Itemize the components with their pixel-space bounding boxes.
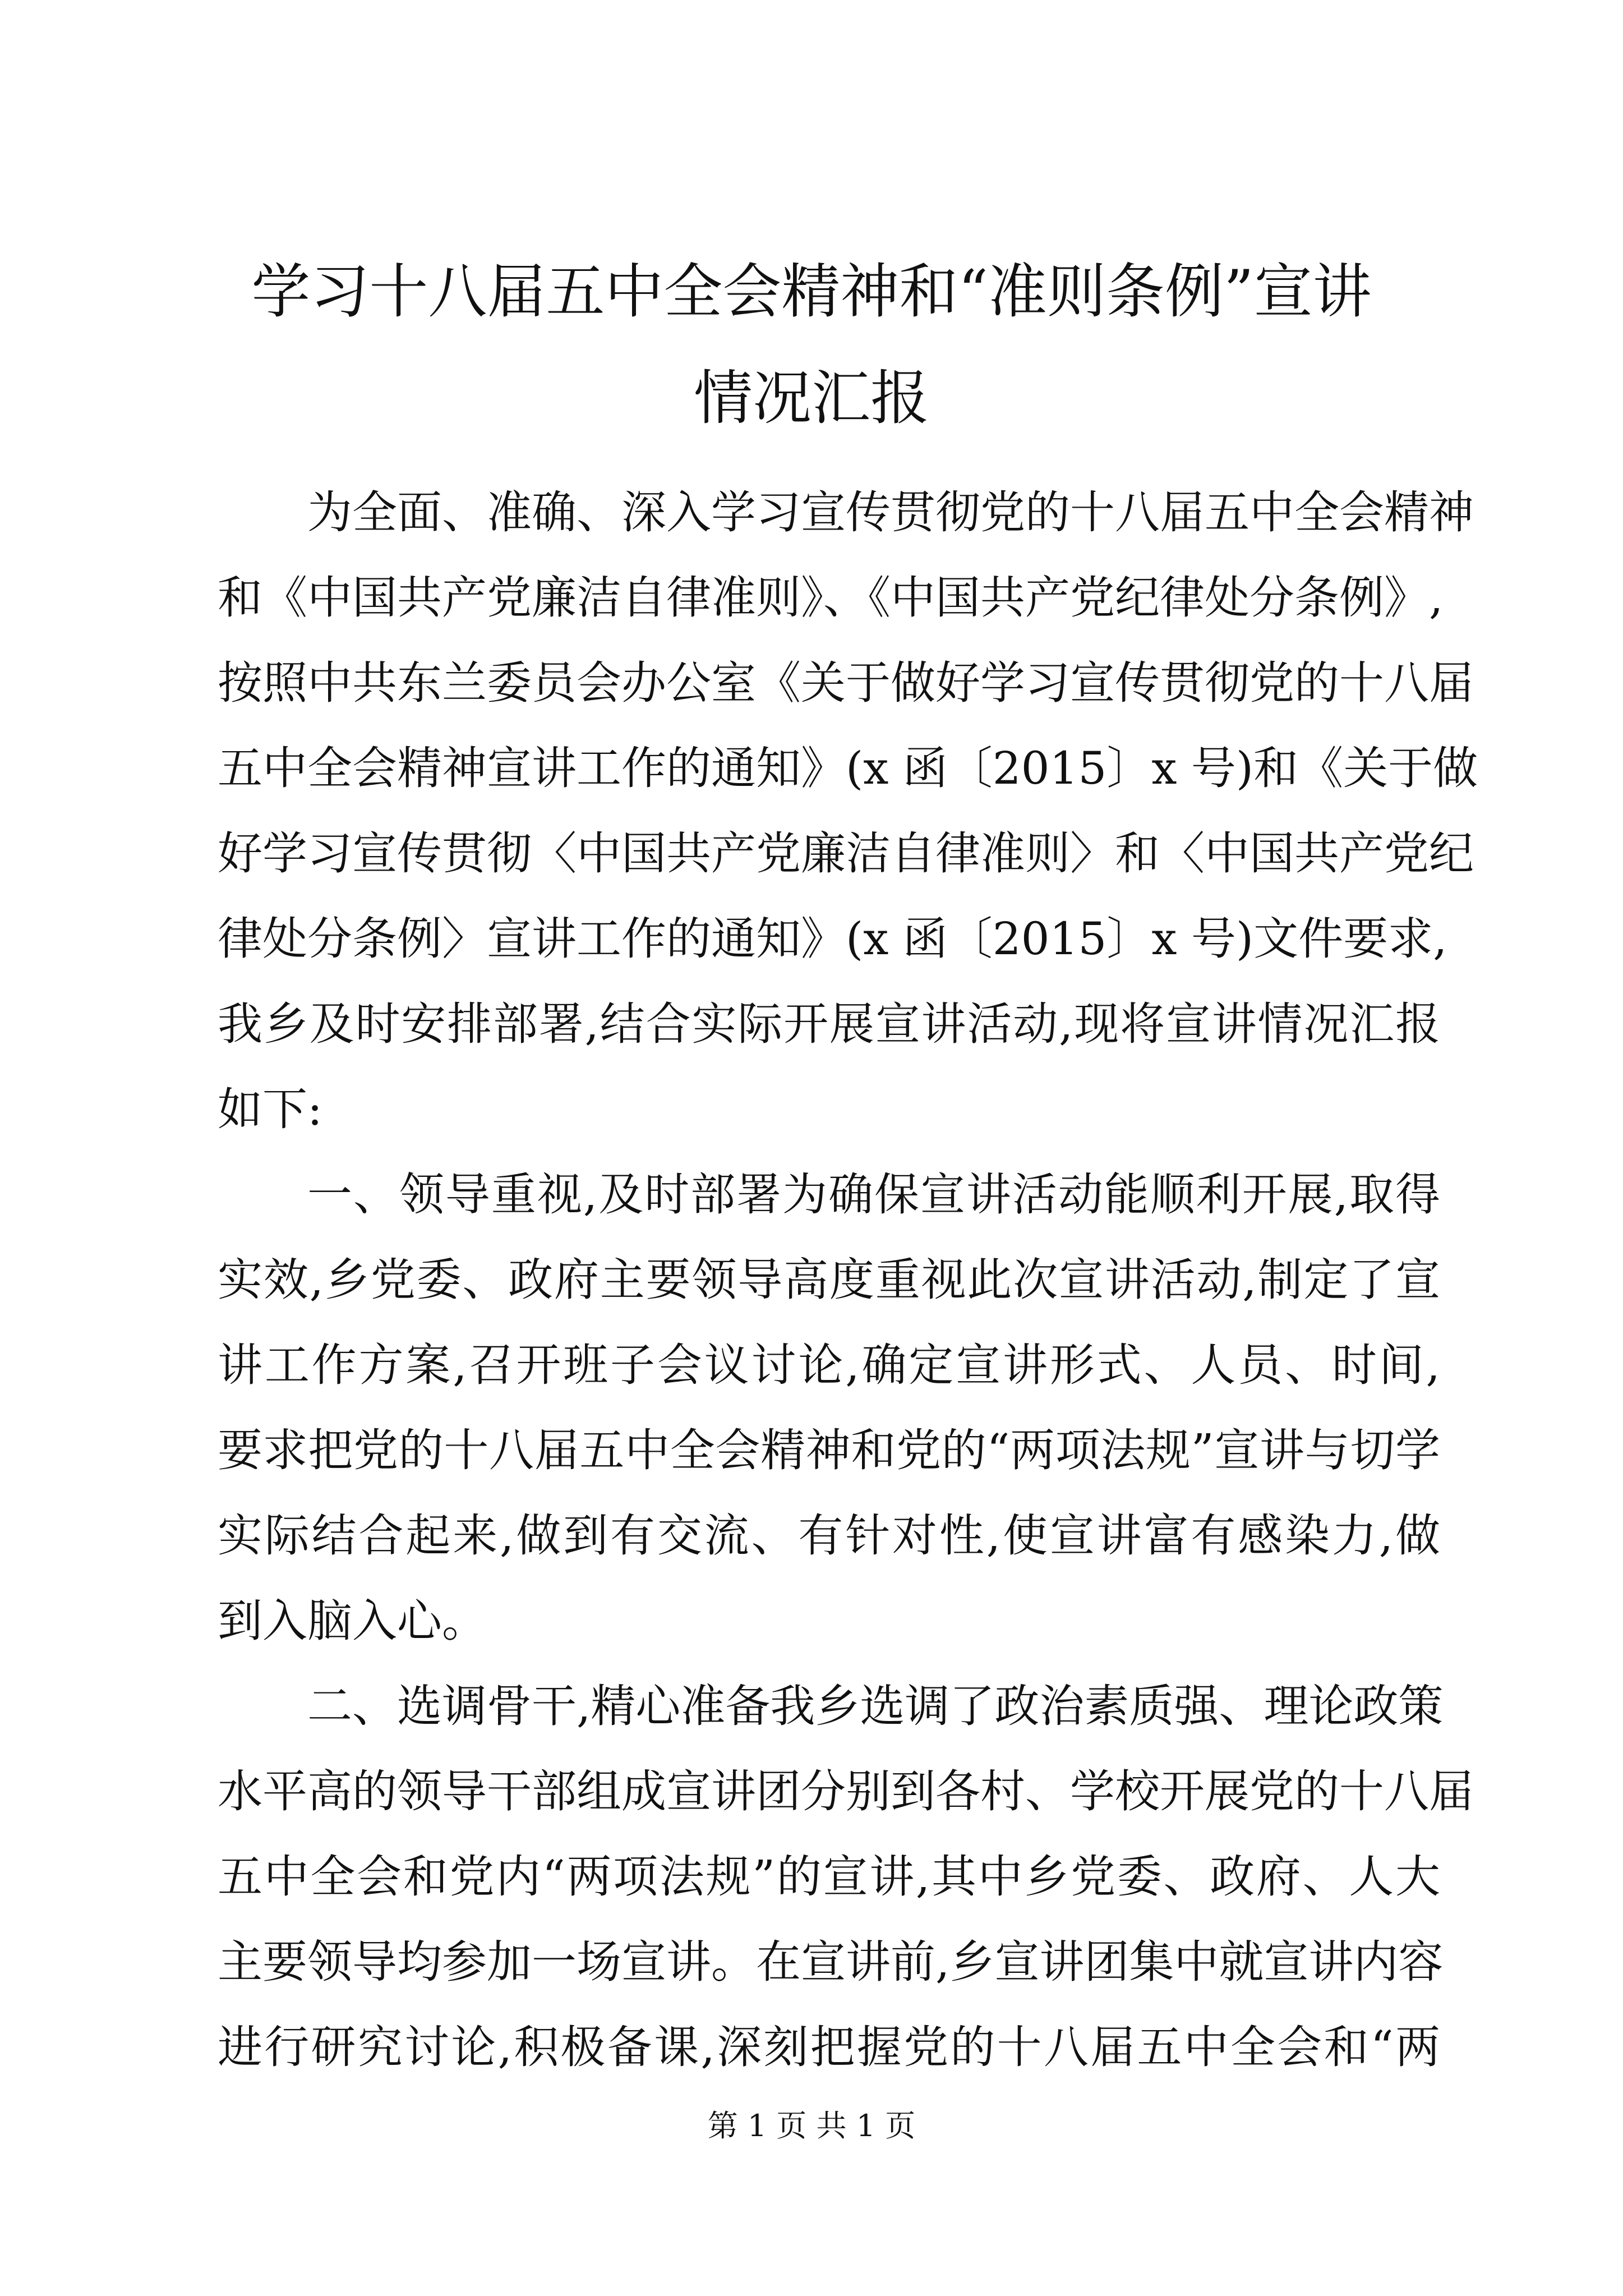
paragraph-line: 实效,乡党委、政府主要领导高度重视此次宣讲活动,制定了宣 bbox=[218, 1254, 1440, 1306]
document-title bbox=[185, 238, 1438, 452]
paragraph-line: 按照中共东兰委员会办公室《关于做好学习宣传贯彻党的十八届 bbox=[218, 657, 1474, 709]
paragraph-line: 水平高的领导干部组成宣讲团分别到各村、学校开展党的十八届 bbox=[218, 1765, 1474, 1818]
paragraph-line: 如下: bbox=[218, 1083, 322, 1135]
paragraph-line: 实际结合起来,做到有交流、有针对性,使宣讲富有感染力,做 bbox=[218, 1510, 1440, 1562]
paragraph-2 bbox=[218, 1152, 1440, 1664]
paragraph-line: 五中全会和党内“两项法规”的宣讲,其中乡党委、政府、人大 bbox=[218, 1851, 1440, 1903]
paragraph-line: 好学习宣传贯彻〈中国共产党廉洁自律准则〉和〈中国共产党纪 bbox=[218, 827, 1474, 880]
paragraph-line: 二、选调骨干,精心准备我乡选调了政治素质强、理论政策 bbox=[307, 1680, 1444, 1732]
document-body bbox=[218, 470, 1478, 2090]
paragraph-line: 讲工作方案,召开班子会议讨论,确定宣讲形式、人员、时间, bbox=[218, 1339, 1440, 1391]
page-footer: 第 1 页 共 1 页 bbox=[707, 2108, 916, 2143]
paragraph-line: 我乡及时安排部署,结合实际开展宣讲活动,现将宣讲情况汇报 bbox=[218, 998, 1440, 1050]
paragraph-line: 进行研究讨论,积极备课,深刻把握党的十八届五中全会和“两 bbox=[218, 2021, 1440, 2073]
paragraph-line: 律处分条例〉宣讲工作的通知》(x 函〔2015〕x 号)文件要求, bbox=[218, 913, 1447, 965]
paragraph-line: 五中全会精神宣讲工作的通知》(x 函〔2015〕x 号)和《关于做 bbox=[218, 742, 1478, 794]
title-line-1: 学习十八届五中全会精神和“准则条例”宣讲 bbox=[251, 257, 1372, 326]
paragraph-line: 一、领导重视,及时部署为确保宣讲活动能顺利开展,取得 bbox=[307, 1168, 1440, 1221]
title-line-2: 情况汇报 bbox=[693, 364, 929, 432]
paragraph-1 bbox=[218, 470, 1478, 1152]
paragraph-line: 和《中国共产党廉洁自律准则》、《中国共产党纪律处分条例》, bbox=[218, 572, 1444, 624]
paragraph-3 bbox=[218, 1664, 1474, 2090]
paragraph-line: 要求把党的十八届五中全会精神和党的“两项法规”宣讲与切学 bbox=[218, 1424, 1440, 1476]
paragraph-line: 为全面、准确、深入学习宣传贯彻党的十八届五中全会精神 bbox=[307, 486, 1474, 539]
paragraph-line: 主要领导均参加一场宣讲。在宣讲前,乡宣讲团集中就宣讲内容 bbox=[218, 1936, 1444, 1988]
paragraph-line: 到入脑入心。 bbox=[218, 1595, 487, 1647]
